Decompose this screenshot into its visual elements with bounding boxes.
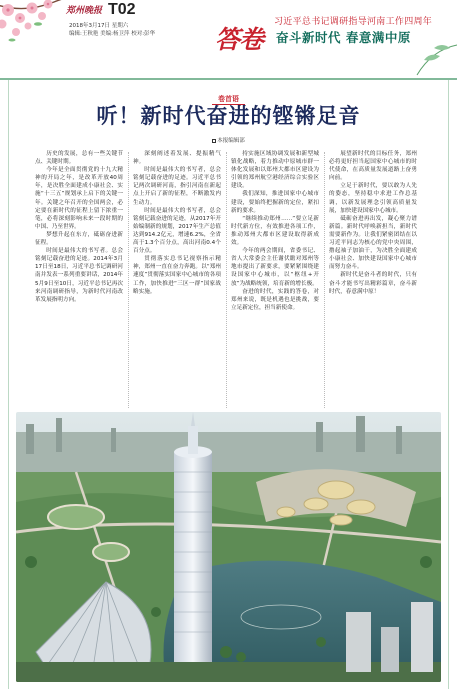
paragraph: 时间是最伟大的书写者，总会铭刻记载奋进的足迹。习近平总书记两次调研河南，指引河南在新起点上开启了新的征程，不断激发内生动力。 <box>133 167 221 206</box>
article-byline <box>0 136 457 144</box>
paragraph: 深刻阐述着发展、提振精气神。 <box>133 151 221 166</box>
paragraph: 新时代是奋斗者的时代，只有奋斗才能书写出精彩篇章，奋斗新时代，春意满中原！ <box>329 272 417 295</box>
header-divider <box>0 78 457 80</box>
byline-box-icon <box>212 139 216 143</box>
article-column-2 <box>133 150 221 410</box>
paragraph: 砥砺奋进再出发，凝心聚力谱新篇。新时代呼唤新担当，新时代需要新作为。让我们紧密团结在以习近平同志为核心的党中央周围，撸起袖子加油干，为决胜全面建成小康社会、加快建设国家中心城市而努力奋斗。 <box>329 215 417 271</box>
aerial-city-photo <box>16 412 441 682</box>
paragraph: 今年是全面贯彻党的十九大精神的开局之年，是改革开放40周年，是决胜全面建成小康社会、实施“十三五”规划承上启下的关键一年。关键之年召开的全国两会，必定要在新时代的征程上留下浓重一笔，必将深刻影响未来一段时期的中国、乃至世界。 <box>35 167 123 230</box>
page-header <box>0 0 457 80</box>
column-divider <box>324 152 325 408</box>
paragraph: “继续推动郑州……”要立足新时代新方位，有效推进各项工作，推动郑州大都市区建设取得新成效。 <box>231 215 319 247</box>
series-title: 习近平总书记调研指导河南工作四周年 <box>274 17 433 27</box>
issue-date: 2018年3月17日 星期六 <box>69 23 129 29</box>
header-slogan: 奋斗新时代 春意满中原 <box>276 30 411 45</box>
paragraph: 历史的发展，总有一些关键节点、关键时期。 <box>35 151 123 166</box>
paragraph: 持实施区域协调发展和新型城镇化战略，着力推动中原城市群一体化发展和以郑州大都市区建设为引领的郑州航空港经济综合实验区建设。 <box>231 151 319 190</box>
paragraph: 我们深知，推进国家中心城市建设，要始终把握新的定位，紧扣新的要求。 <box>231 191 319 214</box>
calligraphy-title: 答卷 <box>215 25 264 54</box>
paragraph: 立足于新时代，要以敢为人先的姿态，坚持稳中求进工作总基调，以新发展理念引领高质量发展，加快建设国家中心城市。 <box>329 183 417 214</box>
paragraph: 梦想升起在东方，砥砺奋进新征程。 <box>35 231 123 247</box>
byline-text: 本报编辑部 <box>217 138 245 144</box>
article-headline: 听！新时代奋进的铿锵足音 <box>96 103 361 128</box>
left-frame-line <box>8 80 9 689</box>
paragraph: 贯彻落实总书记视察指示精神，郑州一直在奋力奔跑。以“郑州速度”贯彻落实国家中心城市的各项工作，加快推进“三区一群”国家战略实施。 <box>133 256 221 295</box>
paragraph: 展望新时代的目标任务，郑州必将更好担当起国家中心城市的时代使命，在高质量发展道路上奋勇向前。 <box>329 151 417 182</box>
column-divider <box>128 152 129 408</box>
column-name: 卷首语 <box>212 94 245 105</box>
article-column-1 <box>35 150 123 410</box>
page-number: T02 <box>108 1 136 18</box>
paragraph: 奋进的时代，实践的答卷，对郑州来说，既是机遇也是挑战，要立足新定位，担当新使命。 <box>231 288 319 311</box>
editor-credits: 编辑:王秋艳 美编:杨卫萍 校对:彭华 <box>69 31 156 37</box>
right-frame-line <box>448 80 449 689</box>
article-body <box>35 150 417 410</box>
dateline <box>69 22 155 38</box>
paragraph: 今年的两会期间，省委书记、省人大常委会主任谢伏瞻对郑州等地市提出了新要求，要紧紧围绕建设国家中心城市，以“枢纽+开放”为战略统领，培育新的增长极。 <box>231 248 319 287</box>
bamboo-leaf-icon <box>412 40 457 80</box>
paragraph: 时间是最伟大的书写者，总会铭刻记载奋进的足迹，从2017年开始编制新的规划，2017年生产总值达到914.2亿元，增速6.2%，全省高于1.3个百分点，高出河南0.4个百分点。 <box>133 207 221 255</box>
paragraph: 时间是最伟大的书写者。总会铭刻记载奋进的足迹。2014年3月17日至18日，习近平总书记调研河南并发表一系列重要讲话，2014年5月9日至10日，习近平总书记再次来河南调研指导，为新时代河南改革发展指明方向。 <box>35 248 123 303</box>
article-column-3 <box>231 150 319 410</box>
article-column-4 <box>329 150 417 410</box>
column-divider <box>226 152 227 408</box>
masthead-logo: 郑州晚报 <box>66 6 103 16</box>
city-skyline-illustration <box>16 412 441 682</box>
